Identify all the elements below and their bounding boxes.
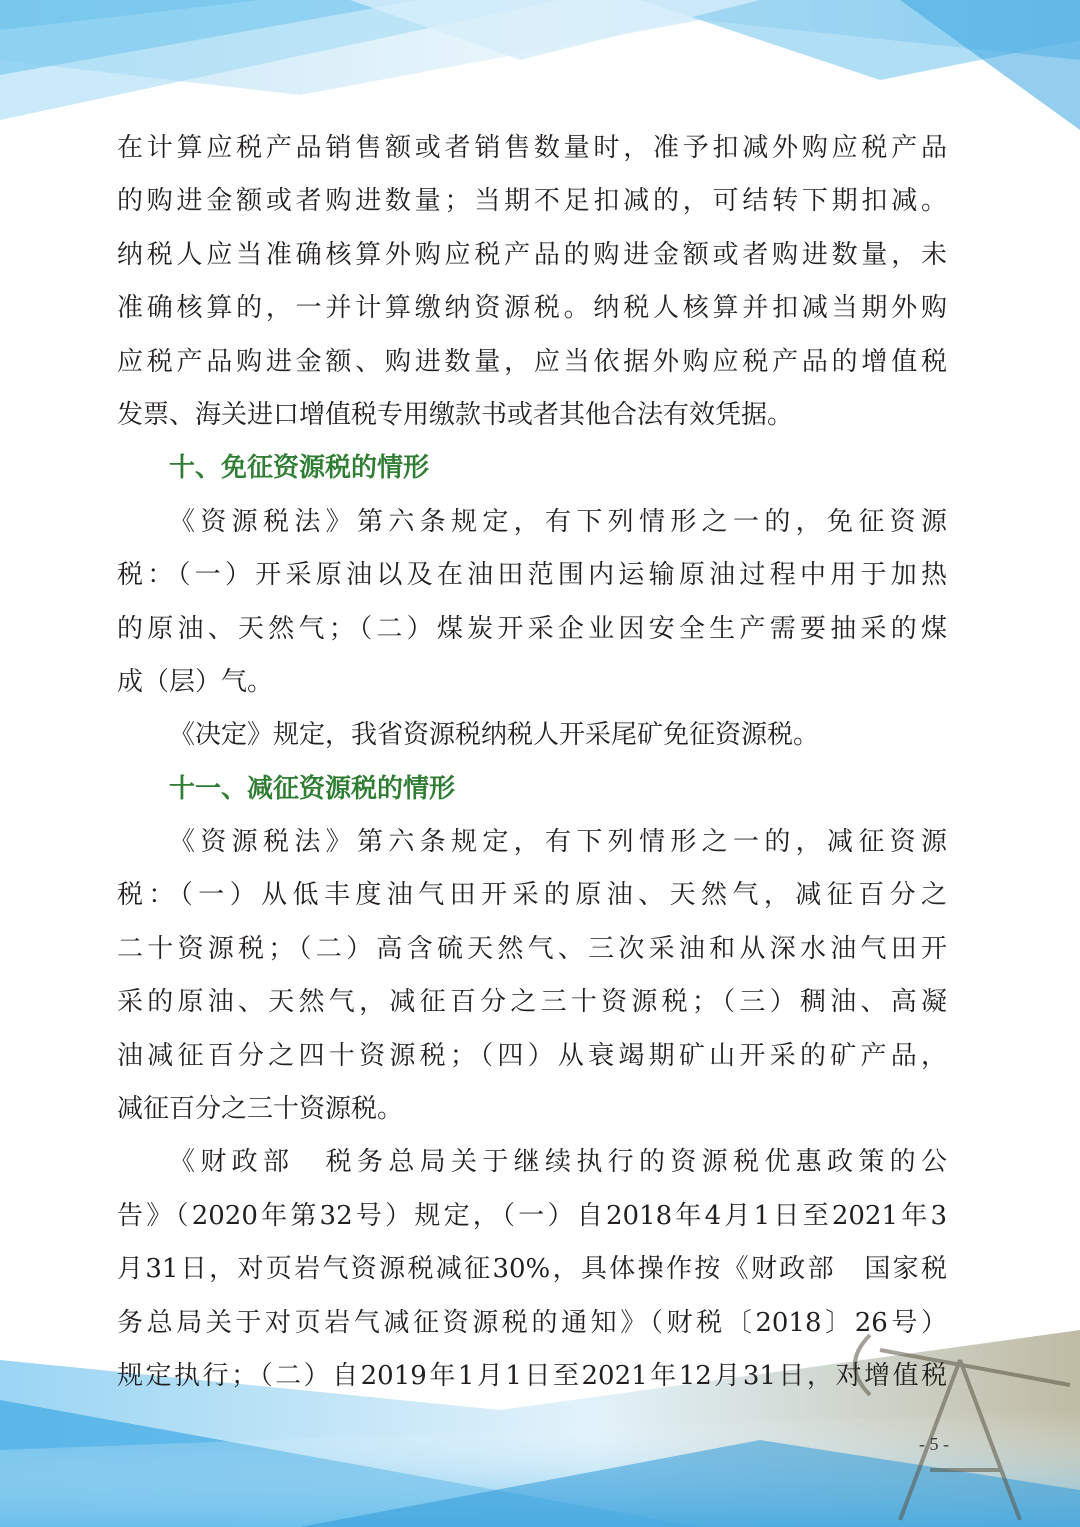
section-heading: 十一、减征资源税的情形	[169, 773, 456, 804]
page-number: - 5 -	[919, 1434, 949, 1454]
page-content	[117, 122, 947, 1403]
top-decoration	[0, 0, 1080, 140]
section-heading: 十、免征资源税的情形	[169, 453, 430, 484]
text-line: 《决定》规定，我省资源税纳税人开采尾矿免征资源税。	[169, 720, 820, 751]
text-line: 《资源税法》第六条规定，有下列情形之一的，减征资源	[169, 827, 947, 858]
text-line: 的原油、天然气；（二）煤炭开采企业因安全生产需要抽采的煤	[117, 613, 947, 644]
text-line: 月31日，对页岩气资源税减征30%，具体操作按《财政部 国家税	[117, 1254, 947, 1285]
text-line: 准确核算的，一并计算缴纳资源税。纳税人核算并扣减当期外购	[117, 293, 947, 324]
text-line: 务总局关于对页岩气减征资源税的通知》（财税〔2018〕26号）	[117, 1307, 947, 1338]
text-line: 应税产品购进金额、购进数量，应当依据外购应税产品的增值税	[117, 346, 947, 377]
text-line: 减征百分之三十资源税。	[117, 1094, 404, 1125]
text-line: 《资源税法》第六条规定，有下列情形之一的，免征资源	[169, 506, 947, 537]
text-line: 油减征百分之四十资源税；（四）从衰竭期矿山开采的矿产品，	[117, 1040, 947, 1071]
text-line: 纳税人应当准确核算外购应税产品的购进金额或者购进数量，未	[117, 239, 947, 270]
text-line: 二十资源税；（二）高含硫天然气、三次采油和从深水油气田开	[117, 933, 947, 964]
text-line: 规定执行；（二）自2019年1月1日至2021年12月31日，对增值税	[117, 1360, 947, 1391]
text-line: 税：（一）开采原油以及在油田范围内运输原油过程中用于加热	[117, 560, 947, 591]
text-line: 税：（一）从低丰度油气田开采的原油、天然气，减征百分之	[117, 880, 947, 911]
text-line: 采的原油、天然气，减征百分之三十资源税；（三）稠油、高凝	[117, 987, 947, 1018]
text-line: 成（层）气。	[117, 666, 274, 697]
text-line: 《财政部 税务总局关于继续执行的资源税优惠政策的公	[169, 1147, 947, 1178]
text-line: 发票、海关进口增值税专用缴款书或者其他合法有效凭据。	[117, 399, 794, 430]
text-line: 告》（2020年第32号）规定，（一）自2018年4月1日至2021年3	[117, 1200, 947, 1231]
text-line: 的购进金额或者购进数量；当期不足扣减的，可结转下期扣减。	[117, 186, 947, 217]
text-line: 在计算应税产品销售额或者销售数量时，准予扣减外购应税产品	[117, 133, 947, 163]
